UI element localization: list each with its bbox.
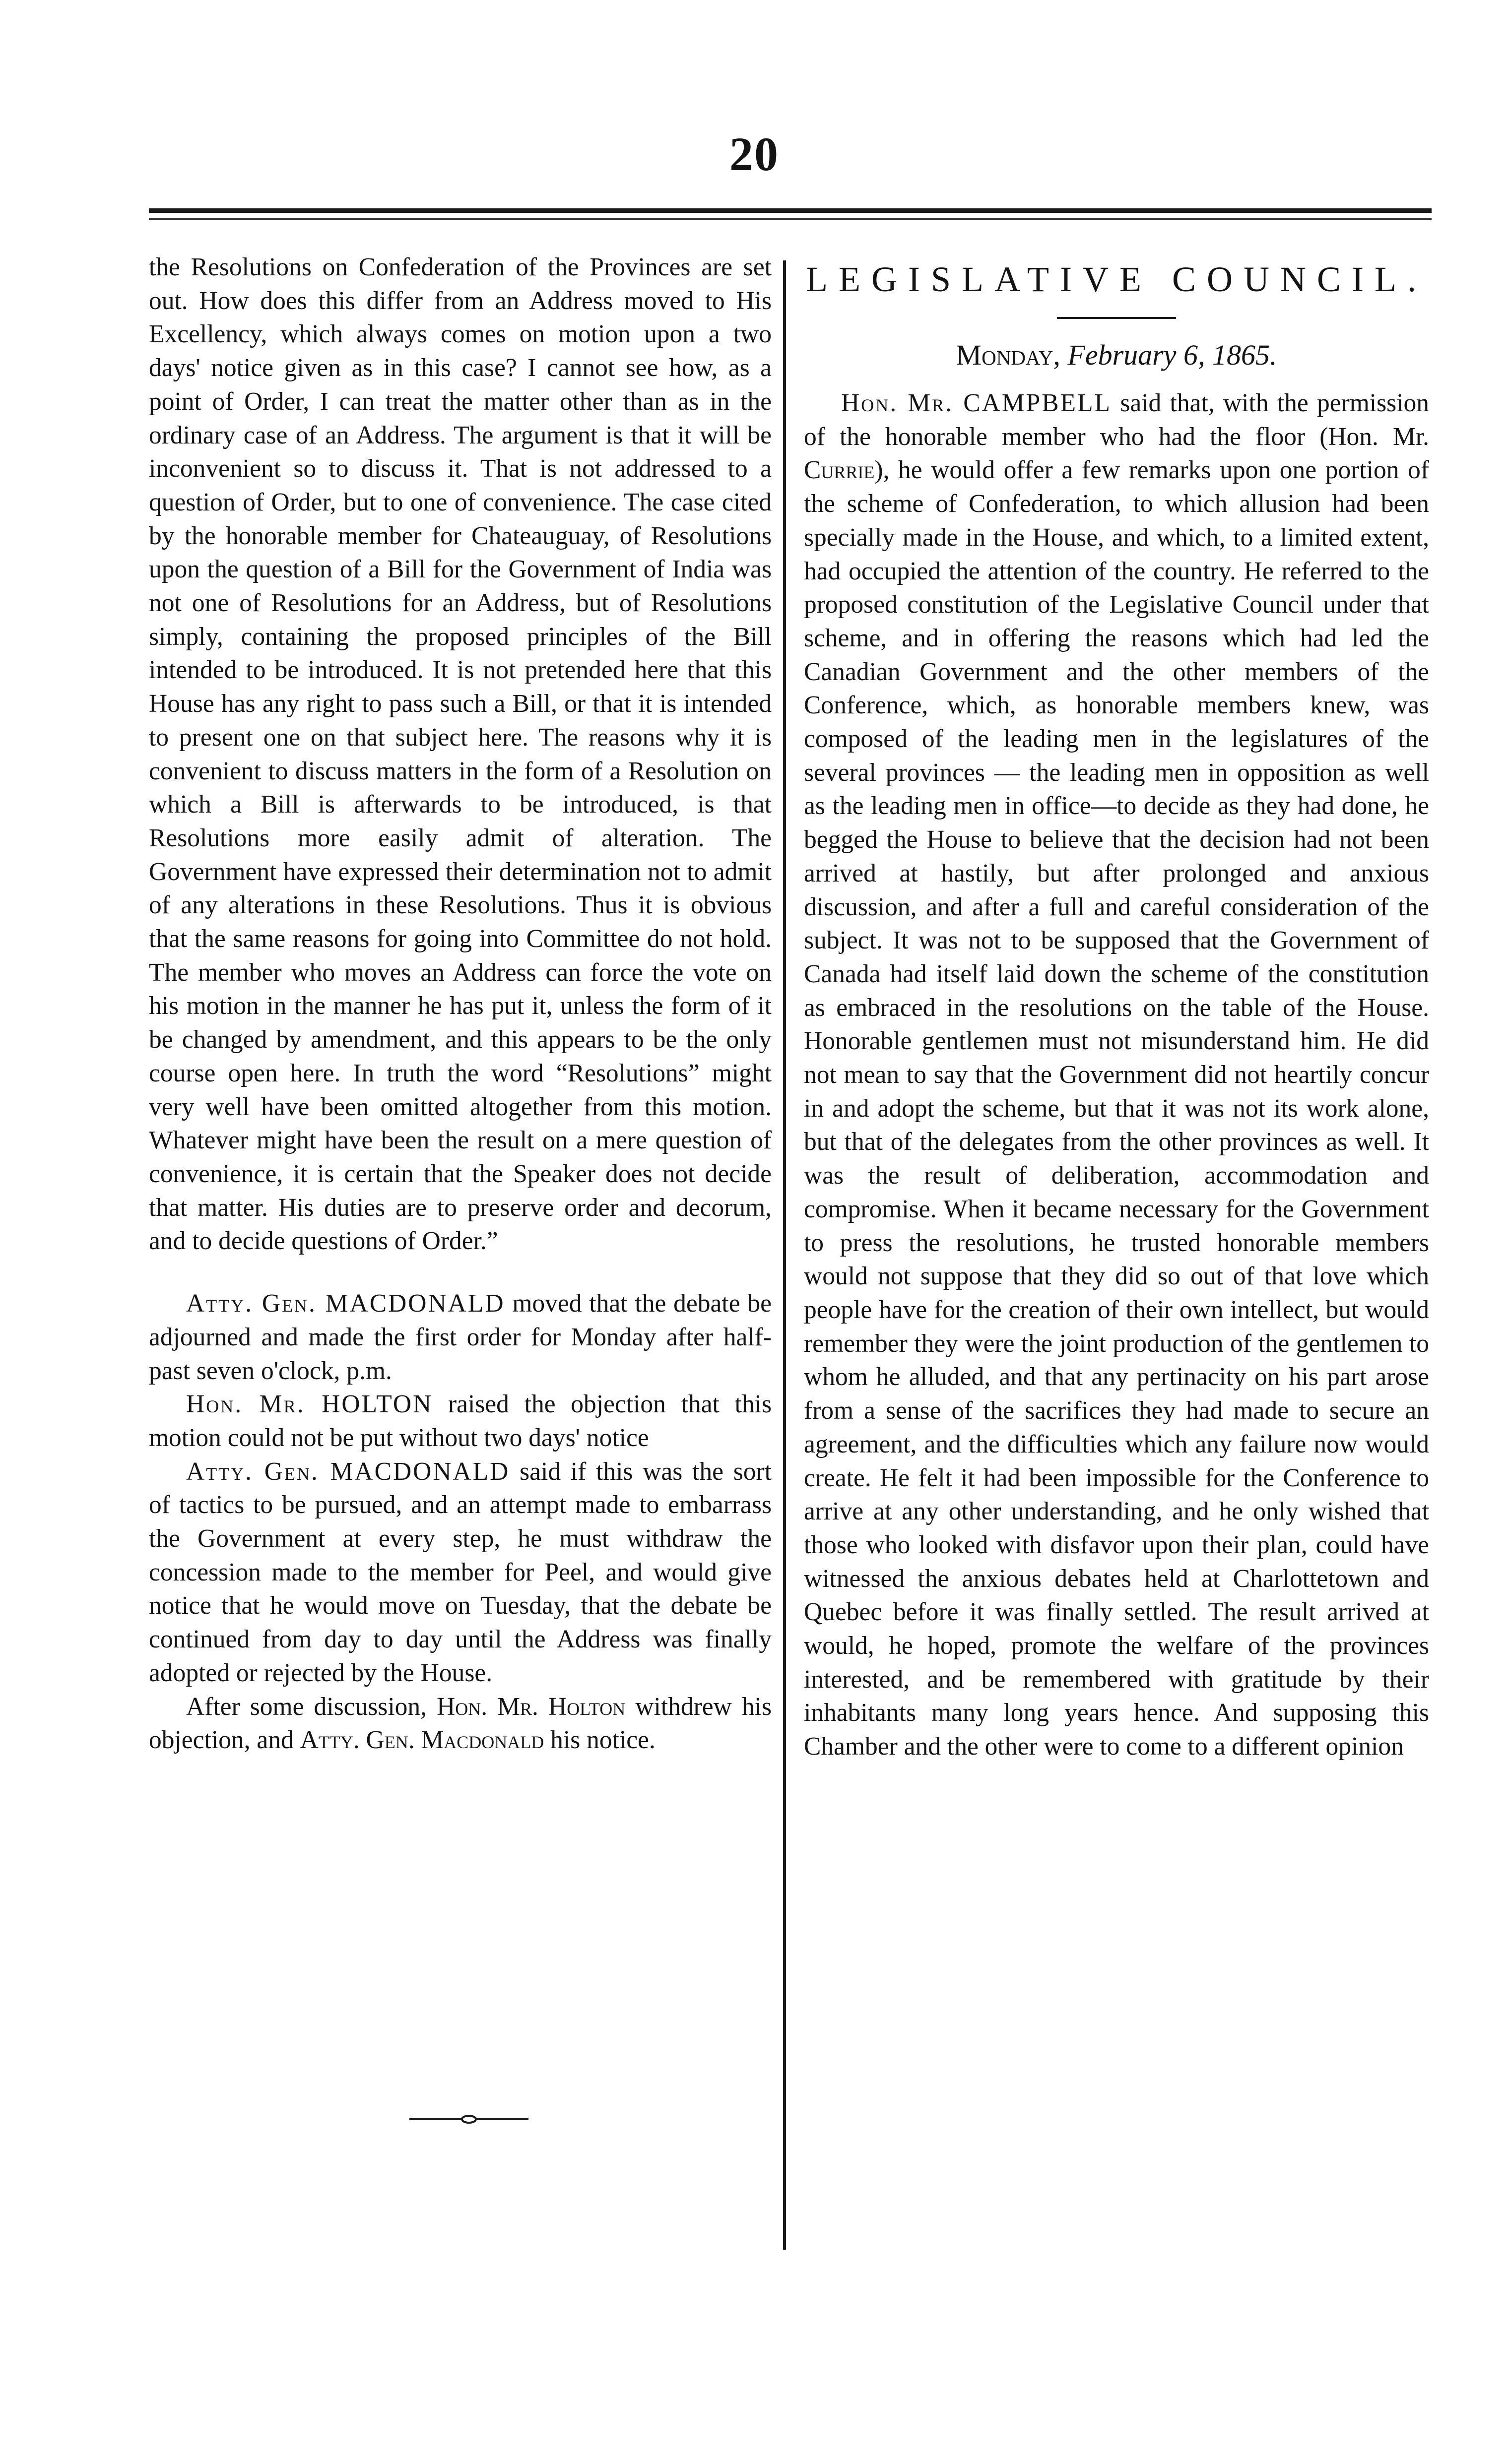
person-name: Currie <box>804 456 875 485</box>
column-divider <box>783 260 786 2250</box>
page-number: 20 <box>729 127 779 181</box>
person-name: Hon. Mr. Holton <box>437 1692 626 1721</box>
paragraph-text: said if this was the sort of tactics to be pursued, and an attempt made to embarrass the Government at every step, he must withdraw the concession made to the member for Peel, and would give notice that he would move on Tuesday, that the debate be continued from day to day until the Address was finally adopted or rejected by the House. <box>149 1457 772 1687</box>
paragraph-gap <box>149 1258 772 1287</box>
person-name: Atty. Gen. Macdonald <box>300 1726 544 1755</box>
left-column <box>149 251 772 1757</box>
header-rule <box>149 208 1432 213</box>
right-paragraph-1 <box>804 386 1429 1764</box>
title-rule <box>1057 317 1176 319</box>
section-title: LEGISLATIVE COUNCIL. <box>806 259 1427 299</box>
dateline <box>804 336 1429 375</box>
paragraph-text: his notice. <box>550 1726 656 1755</box>
left-paragraph-4 <box>149 1455 772 1690</box>
section-end-ornament <box>407 2114 531 2124</box>
speaker-name: Hon. Mr. HOLTON <box>186 1390 433 1419</box>
paragraph-text: withdrew his objection, and <box>149 1692 772 1755</box>
paragraph-text: said that, with the permission of the honorable member who had the floor (Hon. Mr. <box>804 389 1429 451</box>
speaker-name: Hon. Mr. CAMPBELL <box>841 389 1112 417</box>
speaker-name: Atty. Gen. MACDONALD <box>186 1289 505 1318</box>
header-rule-thin <box>149 218 1432 220</box>
date-text: February 6, 1865. <box>1067 339 1277 371</box>
left-paragraph-2 <box>149 1287 772 1388</box>
paragraph-text: moved that the debate be adjourned and made the first order for Monday after half-past seven o'clock, p.m. <box>149 1289 772 1385</box>
left-paragraph-5 <box>149 1690 772 1757</box>
paragraph-text: raised the objection that this motion could not be put without two days' notice <box>149 1390 772 1452</box>
paragraph-text: After some discussion, <box>186 1692 427 1721</box>
left-paragraph-1: the Resolutions on Confederation of the Provinces are set out. How does this differ from an Address moved to His Excellency, which always comes on motion upon a two days' notice given as in this case? I cannot see how, as a point of Order, I can treat the matter other than as in the ordinary case of an Address. The argument is that it will be inconvenient so to discuss it. That is not addressed to a question of Order, but to one of convenience. The case cited by the honorable member for Chateauguay, of Resolutions upon the question of a Bill for the Government of India was not one of Resolutions for an Address, but of Resolutions simply, containing the proposed principles of the Bill intended to be introduced. It is not pretended here that this House has any right to pass such a Bill, or that it is intended to present one on that subject here. The reasons why it is convenient to discuss matters in the form of a Resolution on which a Bill is afterwards to be introduced, is that Resolutions more easily admit of alteration. The Government have expressed their determination not to admit of any alterations in these Resolutions. Thus it is obvious that the same reasons for going into Committee do not hold. The member who moves an Address can force the vote on his motion in the manner he has put it, unless the form of it be changed by amendment, and this appears to be the only course open here. In truth the word “Resolutions” might very well have been omitted altogether from this motion. Whatever might have been the result on a mere question of convenience, it is certain that the Speaker does not decide that matter. His duties are to preserve order and decorum, and to decide questions of Order.” <box>149 253 772 1256</box>
left-paragraph-3 <box>149 1388 772 1454</box>
right-column <box>804 251 1429 1764</box>
date-weekday: Monday, <box>956 339 1060 371</box>
paragraph-text: ), he would offer a few remarks upon one portion of the scheme of Confederation, to which allusion had been specially made in the House, and which, to a limited extent, had occupied the attention of the country. He referred to the proposed constitution of the Legislative Council under that scheme, and in offering the reasons which had led the Canadian Government and the other members of the Conference, which, as honorable members knew, was composed of the leading men in the legislatures of the several provinces — the leading men in opposition as well as the leading men in office—to decide as they had done, he begged the House to believe that the decision had not been arrived at hastily, but after prolonged and anxious discussion, and after a full and careful consideration of the subject. It was not to be supposed that the Government of Canada had itself laid down the scheme of the constitution as embraced in the resolutions on the table of the House. Honorable gentlemen must not misunderstand him. He did not mean to say that the Government did not heartily concur in and adopt the scheme, but that it was not its work alone, but that of the delegates from the other provinces as well. It was the result of deliberation, accommodation and compromise. When it became necessary for the Government to press the resolutions, he trusted honorable members would not suppose that they did so out of that love which people have for the creation of their own intellect, but would remember they were the joint production of the gentlemen to whom he alluded, and that any pertinacity on his part arose from a sense of the sacrifices they had made to secure an agreement, and the difficulties which any failure now would create. He felt it had been impossible for the Conference to arrive at any other understanding, and he only wished that those who looked with disfavor upon their plan, could have witnessed the anxious debates held at Charlottetown and Quebec before it was finally settled. The result arrived at would, he hoped, promote the welfare of the provinces interested, and be remembered with gratitude by their inhabitants many long years hence. And supposing this Chamber and the other were to come to a different opinion <box>804 456 1429 1761</box>
speaker-name: Atty. Gen. MACDONALD <box>186 1457 510 1486</box>
